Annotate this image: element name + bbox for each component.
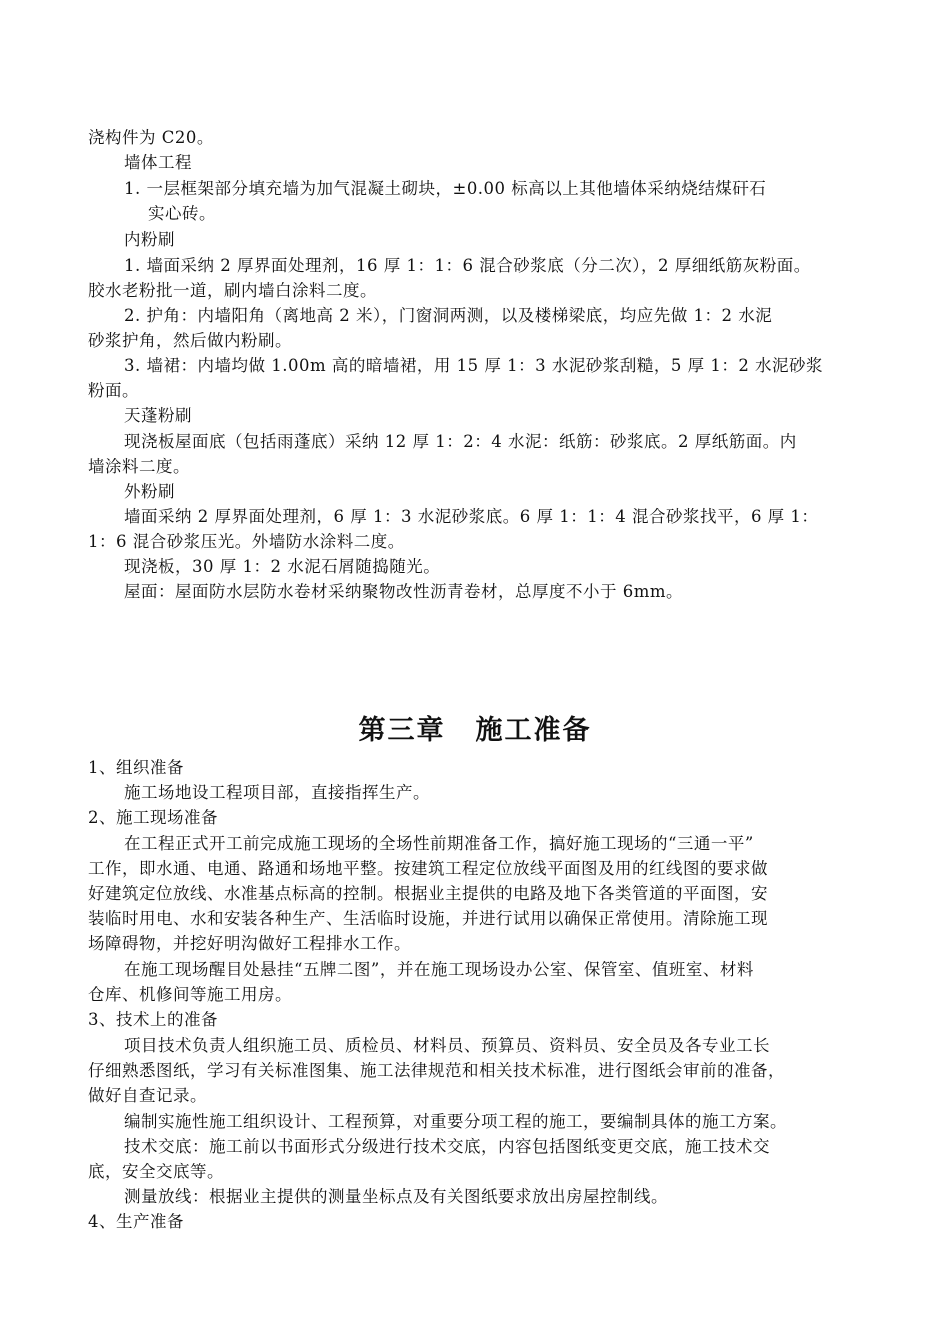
- text-line: 项目技术负责人组织施工员、质检员、材料员、预算员、资料员、安全员及各专业工长: [124, 1036, 770, 1055]
- text-line: 仔细熟悉图纸，学习有关标准图集、施工法律规范和相关技术标准，进行图纸会审前的准备，: [88, 1061, 785, 1080]
- text-line: 1. 一层框架部分填充墙为加气混凝土砌块，±0.00 标高以上其他墙体采纳烧结煤矸石: [124, 179, 767, 198]
- text-line: 胶水老粉批一道，刷内墙白涂料二度。: [88, 281, 377, 300]
- text-line: 浇构件为 C20。: [88, 128, 214, 147]
- text-line: 编制实施性施工组织设计、工程预算，对重要分项工程的施工，要编制具体的施工方案。: [124, 1112, 787, 1131]
- text-line: 现浇板，30 厚 1：2 水泥石屑随捣随光。: [124, 557, 441, 576]
- text-line: 3. 墙裙：内墙均做 1.00m 高的暗墙裙，用 15 厚 1：3 水泥砂浆刮糙，5 厚 1：2 水泥砂浆: [124, 356, 824, 375]
- section-heading: 2、施工现场准备: [88, 808, 218, 827]
- text-line: 1：6 混合砂浆压光。外墙防水涂料二度。: [88, 532, 405, 551]
- text-line: 1. 墙面采纳 2 厚界面处理剂，16 厚 1：1：6 混合砂浆底（分二次），2 厚细纸筋灰粉面。: [124, 256, 811, 275]
- text-line: 砂浆护角，然后做内粉刷。: [88, 331, 292, 350]
- section-heading: 4、生产准备: [88, 1212, 184, 1231]
- section-heading: 3、技术上的准备: [88, 1010, 218, 1029]
- inner-plaster-heading: 内粉刷: [124, 230, 175, 249]
- text-line: 场障碍物，并挖好明沟做好工程排水工作。: [88, 934, 411, 953]
- text-line: 屋面：屋面防水层防水卷材采纳聚物改性沥青卷材，总厚度不小于 6mm。: [124, 582, 684, 601]
- text-line: 现浇板屋面底（包括雨蓬底）采纳 12 厚 1：2：4 水泥：纸筋：砂浆底。2 厚纸筋面。内: [124, 432, 797, 451]
- text-line: 在施工现场醒目处悬挂“五牌二图”，并在施工现场设办公室、保管室、值班室、材料: [124, 960, 754, 979]
- chapter-title: [0, 708, 950, 747]
- text-line: 粉面。: [88, 381, 139, 400]
- text-line: 施工场地设工程项目部，直接指挥生产。: [124, 783, 430, 802]
- text-line: 装临时用电、水和安装各种生产、生活临时设施，并进行试用以确保正常使用。清除施工现: [88, 909, 768, 928]
- text-line: 底，安全交底等。: [88, 1162, 224, 1181]
- section-heading: 1、组织准备: [88, 758, 184, 777]
- text-line: 墙涂料二度。: [88, 457, 190, 476]
- wall-heading: 墙体工程: [124, 153, 192, 172]
- text-line: 技术交底：施工前以书面形式分级进行技术交底，内容包括图纸变更交底，施工技术交: [124, 1137, 770, 1156]
- ceiling-heading: 天蓬粉刷: [124, 406, 192, 425]
- text-line: 在工程正式开工前完成施工现场的全场性前期准备工作，搞好施工现场的“三通一平”: [124, 834, 754, 853]
- text-line: 做好自查记录。: [88, 1086, 207, 1105]
- chapter-name: 施工准备: [475, 715, 592, 746]
- chapter-number: 第三章: [358, 715, 446, 746]
- text-line: 工作，即水通、电通、路通和场地平整。按建筑工程定位放线平面图及用的红线图的要求做: [88, 859, 768, 878]
- text-line: 好建筑定位放线、水准基点标高的控制。根据业主提供的电路及地下各类管道的平面图，安: [88, 884, 768, 903]
- text-line: 测量放线：根据业主提供的测量坐标点及有关图纸要求放出房屋控制线。: [124, 1187, 668, 1206]
- text-line: 2. 护角：内墙阳角（离地高 2 米），门窗洞两测，以及楼梯梁底，均应先做 1：2 水泥: [124, 306, 773, 325]
- outer-plaster-heading: 外粉刷: [124, 482, 175, 501]
- text-line: 实心砖。: [148, 204, 216, 223]
- text-line: 墙面采纳 2 厚界面处理剂，6 厚 1：3 水泥砂浆底。6 厚 1：1：4 混合砂浆找平，6 厚 1：: [124, 507, 819, 526]
- text-line: 仓库、机修间等施工用房。: [88, 985, 292, 1004]
